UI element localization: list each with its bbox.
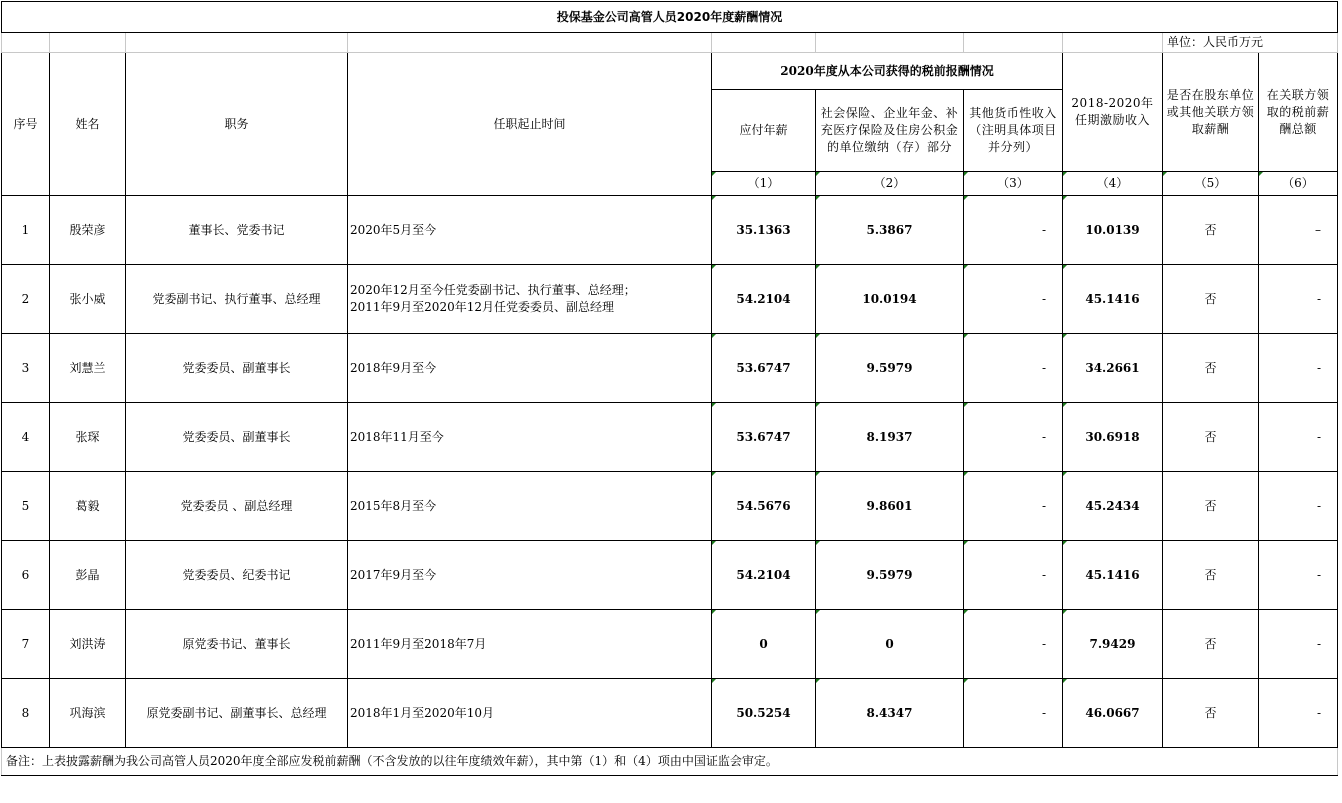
incentive-cell: 46.0667 xyxy=(1063,679,1163,748)
seq-cell: 3 xyxy=(2,334,50,403)
incentive-cell: 30.6918 xyxy=(1063,403,1163,472)
related-cell: 否 xyxy=(1163,679,1259,748)
insurance-cell: 9.8601 xyxy=(816,472,964,541)
seq-cell: 7 xyxy=(2,610,50,679)
related-cell: 否 xyxy=(1163,403,1259,472)
name-cell: 彭晶 xyxy=(50,541,126,610)
incentive-cell: 45.1416 xyxy=(1063,265,1163,334)
related-cell: 否 xyxy=(1163,610,1259,679)
insurance-cell: 8.4347 xyxy=(816,679,964,748)
other-income-cell: - xyxy=(964,679,1063,748)
name-cell: 殷荣彦 xyxy=(50,196,126,265)
footnote: 备注：上表披露薪酬为我公司高管人员2020年度全部应发税前薪酬（不含发放的以往年度绩效年薪），其中第（1）和（4）项由中国证监会审定。 xyxy=(2,748,1338,776)
pay-cell: 53.6747 xyxy=(712,403,816,472)
other-income-cell: - xyxy=(964,265,1063,334)
related-total-cell: – xyxy=(1259,196,1338,265)
position-cell: 党委副书记、执行董事、总经理 xyxy=(126,265,348,334)
related-total-cell: - xyxy=(1259,679,1338,748)
insurance-cell: 10.0194 xyxy=(816,265,964,334)
seq-cell: 6 xyxy=(2,541,50,610)
header-num-4: （4） xyxy=(1063,172,1163,196)
header-position: 职务 xyxy=(126,53,348,196)
position-cell: 原党委书记、董事长 xyxy=(126,610,348,679)
related-cell: 否 xyxy=(1163,334,1259,403)
pay-cell: 54.2104 xyxy=(712,265,816,334)
seq-cell: 8 xyxy=(2,679,50,748)
header-other-income: 其他货币性收入（注明具体项目并分列） xyxy=(964,90,1063,172)
header-group: 2020年度从本公司获得的税前报酬情况 xyxy=(712,53,1063,90)
name-cell: 张小威 xyxy=(50,265,126,334)
related-total-cell: - xyxy=(1259,472,1338,541)
header-num-5: （5） xyxy=(1163,172,1259,196)
table-row xyxy=(2,265,1338,334)
related-total-cell: - xyxy=(1259,403,1338,472)
seq-cell: 2 xyxy=(2,265,50,334)
incentive-cell: 45.2434 xyxy=(1063,472,1163,541)
header-incentive: 2018-2020年任期激励收入 xyxy=(1063,53,1163,172)
position-cell: 党委委员、纪委书记 xyxy=(126,541,348,610)
header-num-2: （2） xyxy=(816,172,964,196)
tenure-line-1: 2011年9月至2018年7月 xyxy=(350,636,487,651)
unit-label: 单位：人民币万元 xyxy=(1163,33,1338,53)
pay-cell: 54.2104 xyxy=(712,541,816,610)
header-num-6: （6） xyxy=(1259,172,1338,196)
table-row xyxy=(2,610,1338,679)
pay-cell: 0 xyxy=(712,610,816,679)
other-income-cell: - xyxy=(964,403,1063,472)
position-cell: 原党委副书记、副董事长、总经理 xyxy=(126,679,348,748)
insurance-cell: 9.5979 xyxy=(816,541,964,610)
position-cell: 董事长、党委书记 xyxy=(126,196,348,265)
header-num-3: （3） xyxy=(964,172,1063,196)
incentive-cell: 34.2661 xyxy=(1063,334,1163,403)
tenure-cell xyxy=(348,334,712,403)
header-seq: 序号 xyxy=(2,53,50,196)
tenure-line-1: 2018年9月至今 xyxy=(350,360,437,375)
related-cell: 否 xyxy=(1163,265,1259,334)
position-cell: 党委委员、副董事长 xyxy=(126,403,348,472)
other-income-cell: - xyxy=(964,196,1063,265)
insurance-cell: 8.1937 xyxy=(816,403,964,472)
tenure-line-2: 2011年9月至2020年12月任党委委员、副总经理 xyxy=(350,300,614,314)
incentive-cell: 45.1416 xyxy=(1063,541,1163,610)
related-cell: 否 xyxy=(1163,472,1259,541)
seq-cell: 5 xyxy=(2,472,50,541)
tenure-cell xyxy=(348,265,712,334)
pay-cell: 35.1363 xyxy=(712,196,816,265)
name-cell: 刘慧兰 xyxy=(50,334,126,403)
table-row xyxy=(2,334,1338,403)
seq-cell: 1 xyxy=(2,196,50,265)
insurance-cell: 0 xyxy=(816,610,964,679)
incentive-cell: 7.9429 xyxy=(1063,610,1163,679)
insurance-cell: 5.3867 xyxy=(816,196,964,265)
header-insurance: 社会保险、企业年金、补充医疗保险及住房公积金的单位缴纳（存）部分 xyxy=(816,90,964,172)
seq-cell: 4 xyxy=(2,403,50,472)
table-row xyxy=(2,679,1338,748)
other-income-cell: - xyxy=(964,334,1063,403)
name-cell: 张琛 xyxy=(50,403,126,472)
table-row xyxy=(2,196,1338,265)
header-pay: 应付年薪 xyxy=(712,90,816,172)
tenure-line-1: 2018年1月至2020年10月 xyxy=(350,705,494,720)
position-cell: 党委委员 、副总经理 xyxy=(126,472,348,541)
sheet-title: 投保基金公司高管人员2020年度薪酬情况 xyxy=(2,2,1338,33)
pay-cell: 54.5676 xyxy=(712,472,816,541)
tenure-line-1: 2020年5月至今 xyxy=(350,222,437,237)
tenure-cell xyxy=(348,541,712,610)
related-total-cell: - xyxy=(1259,265,1338,334)
tenure-cell xyxy=(348,610,712,679)
insurance-cell: 9.5979 xyxy=(816,334,964,403)
tenure-cell xyxy=(348,472,712,541)
header-name: 姓名 xyxy=(50,53,126,196)
header-related-total: 在关联方领取的税前薪酬总额 xyxy=(1259,53,1338,172)
tenure-line-1: 2017年9月至今 xyxy=(350,567,437,582)
salary-table xyxy=(1,1,1338,776)
related-total-cell: - xyxy=(1259,541,1338,610)
table-row xyxy=(2,403,1338,472)
tenure-line-1: 2020年12月至今任党委副书记、执行董事、总经理； xyxy=(350,283,636,297)
tenure-line-1: 2015年8月至今 xyxy=(350,498,437,513)
header-num-1: （1） xyxy=(712,172,816,196)
table-row xyxy=(2,541,1338,610)
pay-cell: 53.6747 xyxy=(712,334,816,403)
tenure-cell xyxy=(348,196,712,265)
table-row xyxy=(2,472,1338,541)
related-cell: 否 xyxy=(1163,196,1259,265)
name-cell: 刘洪涛 xyxy=(50,610,126,679)
other-income-cell: - xyxy=(964,610,1063,679)
header-tenure: 任职起止时间 xyxy=(348,53,712,196)
pay-cell: 50.5254 xyxy=(712,679,816,748)
other-income-cell: - xyxy=(964,472,1063,541)
related-total-cell: - xyxy=(1259,610,1338,679)
position-cell: 党委委员、副董事长 xyxy=(126,334,348,403)
incentive-cell: 10.0139 xyxy=(1063,196,1163,265)
related-total-cell: - xyxy=(1259,334,1338,403)
name-cell: 葛毅 xyxy=(50,472,126,541)
tenure-cell xyxy=(348,403,712,472)
header-related: 是否在股东单位或其他关联方领取薪酬 xyxy=(1163,53,1259,172)
tenure-cell xyxy=(348,679,712,748)
other-income-cell: - xyxy=(964,541,1063,610)
name-cell: 巩海滨 xyxy=(50,679,126,748)
tenure-line-1: 2018年11月至今 xyxy=(350,429,444,444)
related-cell: 否 xyxy=(1163,541,1259,610)
